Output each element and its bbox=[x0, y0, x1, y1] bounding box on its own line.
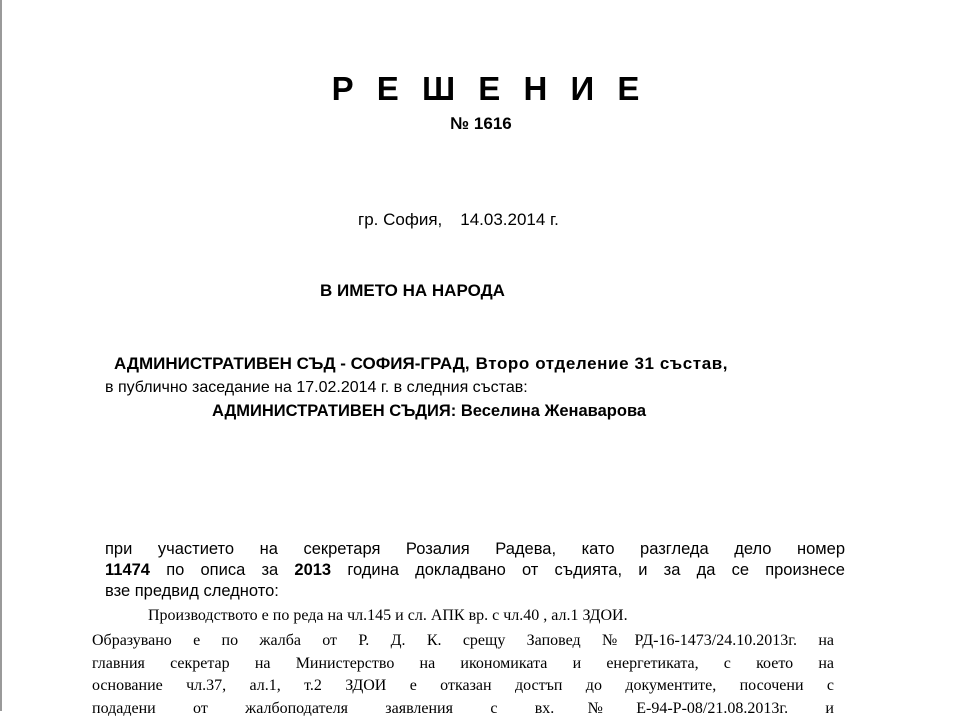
paragraph-3-line-1: Образувано е по жалба от Р. Д. К. срещу Заповед №РД-16-1473/24.10.2013г. на bbox=[92, 630, 834, 653]
paragraph-3-line-3: основание чл.37, ал.1, т.2 ЗДОИ е отказан достъп до документите, посочени с bbox=[92, 675, 834, 698]
paragraph-1-line-1: при участието на секретаря Розалия Радева, като разгледа дело номер bbox=[105, 539, 845, 560]
paragraph-2: Производството е по реда на чл.145 и сл. АПК вр. с чл.40 , ал.1 ЗДОИ. bbox=[148, 607, 628, 625]
case-number: 11474 bbox=[105, 561, 150, 579]
place: гр. София, bbox=[358, 210, 442, 229]
paragraph-1 bbox=[105, 539, 845, 602]
court-name: АДМИНИСТРАТИВЕН СЪД - СОФИЯ-ГРАД, bbox=[114, 354, 470, 373]
paragraph-3 bbox=[92, 630, 834, 720]
case-year: 2013 bbox=[294, 561, 331, 579]
judge-line bbox=[212, 402, 646, 421]
judge-label: АДМИНИСТРАТИВЕН СЪДИЯ: bbox=[212, 402, 456, 420]
judge-name: Веселина Женаварова bbox=[461, 402, 646, 420]
paragraph-1-line-2-end: година докладвано от съдията, и за да се произнесе bbox=[347, 561, 845, 579]
paragraph-3-line-4: подадени от жалбоподателя заявления с вх.№Е-94-Р-08/21.08.2013г. и bbox=[92, 698, 834, 720]
in-the-name-of-the-people: В ИМЕТО НА НАРОДА bbox=[320, 281, 505, 301]
paragraph-3-line-2: главния секретар на Министерство на икономиката и енергетиката, с което на bbox=[92, 653, 834, 676]
document-title: Р Е Ш Е Н И Е bbox=[0, 70, 953, 108]
date: 14.03.2014 г. bbox=[460, 210, 559, 229]
decision-number: № 1616 bbox=[0, 114, 953, 134]
court-line bbox=[114, 354, 728, 374]
session-line: в публично заседание на 17.02.2014 г. в следния състав: bbox=[105, 379, 528, 397]
paragraph-1-line-2 bbox=[105, 560, 845, 581]
paragraph-1-line-2-mid: по описа за bbox=[166, 561, 278, 579]
court-department: Второ отделение 31 състав, bbox=[476, 354, 729, 373]
place-and-date bbox=[358, 210, 559, 230]
paragraph-1-line-3: взе предвид следното: bbox=[105, 581, 845, 602]
